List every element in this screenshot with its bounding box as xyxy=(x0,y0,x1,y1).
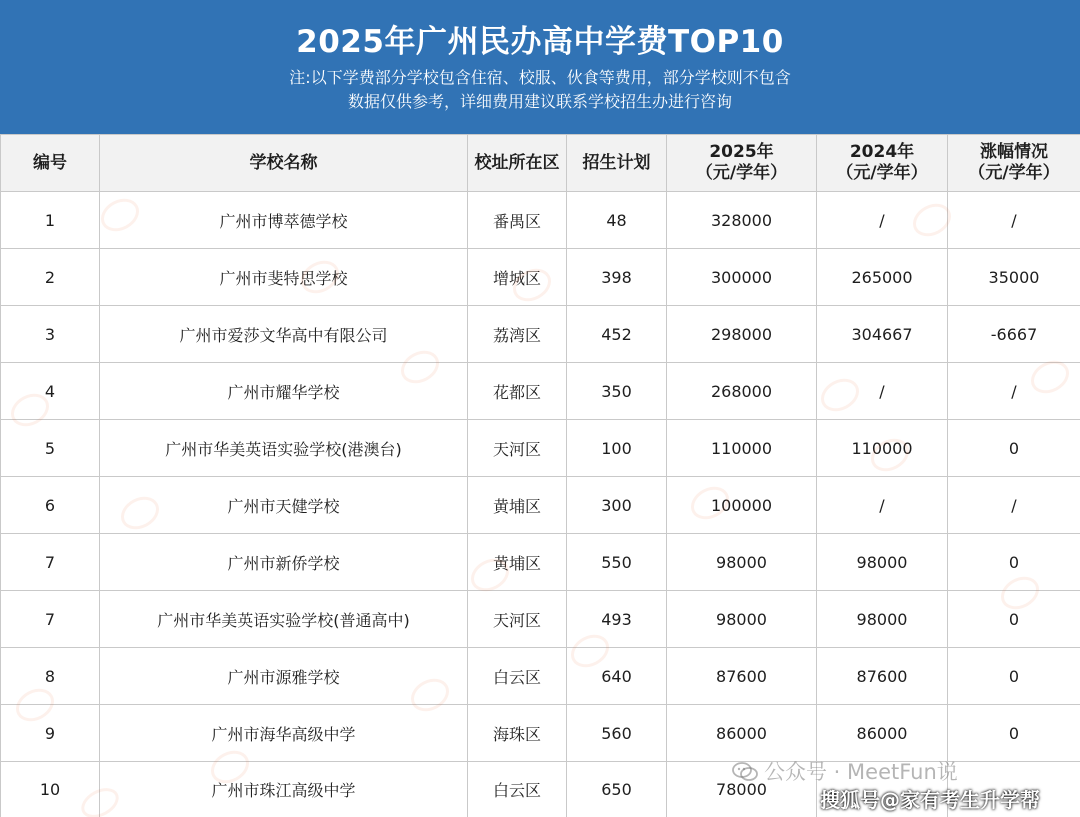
cell-plan: 398 xyxy=(567,249,667,306)
cell-fee-2025: 300000 xyxy=(667,249,817,306)
cell-change xyxy=(948,762,1080,817)
cell-fee-2025: 86000 xyxy=(667,705,817,762)
header-change-unit: （元/学年） xyxy=(968,163,1060,183)
cell-district: 白云区 xyxy=(468,762,567,817)
cell-plan: 100 xyxy=(567,420,667,477)
cell-fee-2024: / xyxy=(817,192,948,249)
table-row xyxy=(1,363,1080,420)
cell-school-name: 广州市新侨学校 xyxy=(100,534,468,591)
cell-fee-2025: 98000 xyxy=(667,534,817,591)
cell-school-name: 广州市爱莎文华高中有限公司 xyxy=(100,306,468,363)
cell-change: 0 xyxy=(948,420,1080,477)
cell-no: 4 xyxy=(1,363,100,420)
page-title: 2025年广州民办高中学费TOP10 xyxy=(296,24,784,60)
cell-fee-2024: 265000 xyxy=(817,249,948,306)
cell-school-name: 广州市华美英语实验学校(普通高中) xyxy=(100,591,468,648)
header-fee-2025-year: 2025年 xyxy=(709,142,774,162)
cell-no: 7 xyxy=(1,534,100,591)
cell-district: 天河区 xyxy=(468,420,567,477)
cell-no: 9 xyxy=(1,705,100,762)
header-school-name: 学校名称 xyxy=(100,135,468,192)
header-fee-2024 xyxy=(817,135,948,192)
cell-no: 1 xyxy=(1,192,100,249)
cell-plan: 550 xyxy=(567,534,667,591)
header-change-title: 涨幅情况 xyxy=(980,142,1048,162)
cell-fee-2024 xyxy=(817,762,948,817)
cell-change: 0 xyxy=(948,591,1080,648)
header-fee-2024-unit: （元/学年） xyxy=(836,163,928,183)
cell-no: 5 xyxy=(1,420,100,477)
cell-plan: 640 xyxy=(567,648,667,705)
header-fee-2025-unit: （元/学年） xyxy=(695,163,788,183)
note-line-1: 注:以下学费部分学校包含住宿、校服、伙食等费用，部分学校则不包含 xyxy=(289,68,791,87)
cell-school-name: 广州市斐特思学校 xyxy=(100,249,468,306)
cell-change: / xyxy=(948,363,1080,420)
cell-plan: 300 xyxy=(567,477,667,534)
cell-fee-2024: 304667 xyxy=(817,306,948,363)
table-row xyxy=(1,591,1080,648)
title-banner xyxy=(0,0,1080,134)
cell-district: 花都区 xyxy=(468,363,567,420)
cell-school-name: 广州市源雅学校 xyxy=(100,648,468,705)
table-row xyxy=(1,534,1080,591)
header-fee-2024-year: 2024年 xyxy=(849,142,915,162)
sohu-watermark: 搜狐号@家有考生升学帮 xyxy=(820,788,1040,812)
cell-fee-2025: 87600 xyxy=(667,648,817,705)
cell-district: 增城区 xyxy=(468,249,567,306)
cell-fee-2024: 86000 xyxy=(817,705,948,762)
table-row xyxy=(1,306,1080,363)
cell-no: 7 xyxy=(1,591,100,648)
header-change xyxy=(948,135,1080,192)
cell-change: 0 xyxy=(948,705,1080,762)
cell-change: 0 xyxy=(948,648,1080,705)
table-row xyxy=(1,420,1080,477)
cell-fee-2025: 78000 xyxy=(667,762,817,817)
cell-fee-2024: 87600 xyxy=(817,648,948,705)
cell-school-name: 广州市耀华学校 xyxy=(100,363,468,420)
cell-no: 2 xyxy=(1,249,100,306)
cell-fee-2024: 110000 xyxy=(817,420,948,477)
cell-district: 荔湾区 xyxy=(468,306,567,363)
tuition-table xyxy=(0,134,1080,817)
cell-plan: 650 xyxy=(567,762,667,817)
table-row xyxy=(1,648,1080,705)
cell-plan: 452 xyxy=(567,306,667,363)
table-row xyxy=(1,249,1080,306)
cell-plan: 350 xyxy=(567,363,667,420)
header-fee-2025 xyxy=(667,135,817,192)
cell-plan: 493 xyxy=(567,591,667,648)
cell-no: 8 xyxy=(1,648,100,705)
cell-fee-2024: 98000 xyxy=(817,591,948,648)
note-line-2: 数据仅供参考，详细费用建议联系学校招生办进行咨询 xyxy=(347,92,732,111)
cell-district: 番禺区 xyxy=(468,192,567,249)
cell-district: 黄埔区 xyxy=(468,534,567,591)
table-header-row xyxy=(1,135,1080,192)
cell-plan: 560 xyxy=(567,705,667,762)
cell-change: / xyxy=(948,477,1080,534)
cell-district: 白云区 xyxy=(468,648,567,705)
cell-plan: 48 xyxy=(567,192,667,249)
cell-change: 0 xyxy=(948,534,1080,591)
cell-school-name: 广州市珠江高级中学 xyxy=(100,762,468,817)
cell-fee-2024: 98000 xyxy=(817,534,948,591)
table-row xyxy=(1,477,1080,534)
header-district: 校址所在区 xyxy=(468,135,567,192)
cell-change: -6667 xyxy=(948,306,1080,363)
cell-district: 海珠区 xyxy=(468,705,567,762)
cell-fee-2025: 268000 xyxy=(667,363,817,420)
cell-fee-2025: 298000 xyxy=(667,306,817,363)
cell-fee-2025: 98000 xyxy=(667,591,817,648)
cell-district: 天河区 xyxy=(468,591,567,648)
cell-change: 35000 xyxy=(948,249,1080,306)
cell-no: 3 xyxy=(1,306,100,363)
header-no: 编号 xyxy=(1,135,100,192)
table-row xyxy=(1,192,1080,249)
cell-fee-2025: 100000 xyxy=(667,477,817,534)
cell-fee-2024: / xyxy=(817,477,948,534)
cell-no: 6 xyxy=(1,477,100,534)
cell-fee-2025: 110000 xyxy=(667,420,817,477)
cell-school-name: 广州市天健学校 xyxy=(100,477,468,534)
table-row xyxy=(1,762,1080,817)
cell-no: 10 xyxy=(1,762,100,817)
cell-change: / xyxy=(948,192,1080,249)
cell-school-name: 广州市华美英语实验学校(港澳台) xyxy=(100,420,468,477)
wechat-watermark-text: 公众号 · MeetFun说 xyxy=(764,760,958,784)
cell-school-name: 广州市博萃德学校 xyxy=(100,192,468,249)
cell-fee-2025: 328000 xyxy=(667,192,817,249)
cell-school-name: 广州市海华高级中学 xyxy=(100,705,468,762)
table-row xyxy=(1,705,1080,762)
header-enrollment-plan: 招生计划 xyxy=(567,135,667,192)
cell-district: 黄埔区 xyxy=(468,477,567,534)
cell-fee-2024: / xyxy=(817,363,948,420)
